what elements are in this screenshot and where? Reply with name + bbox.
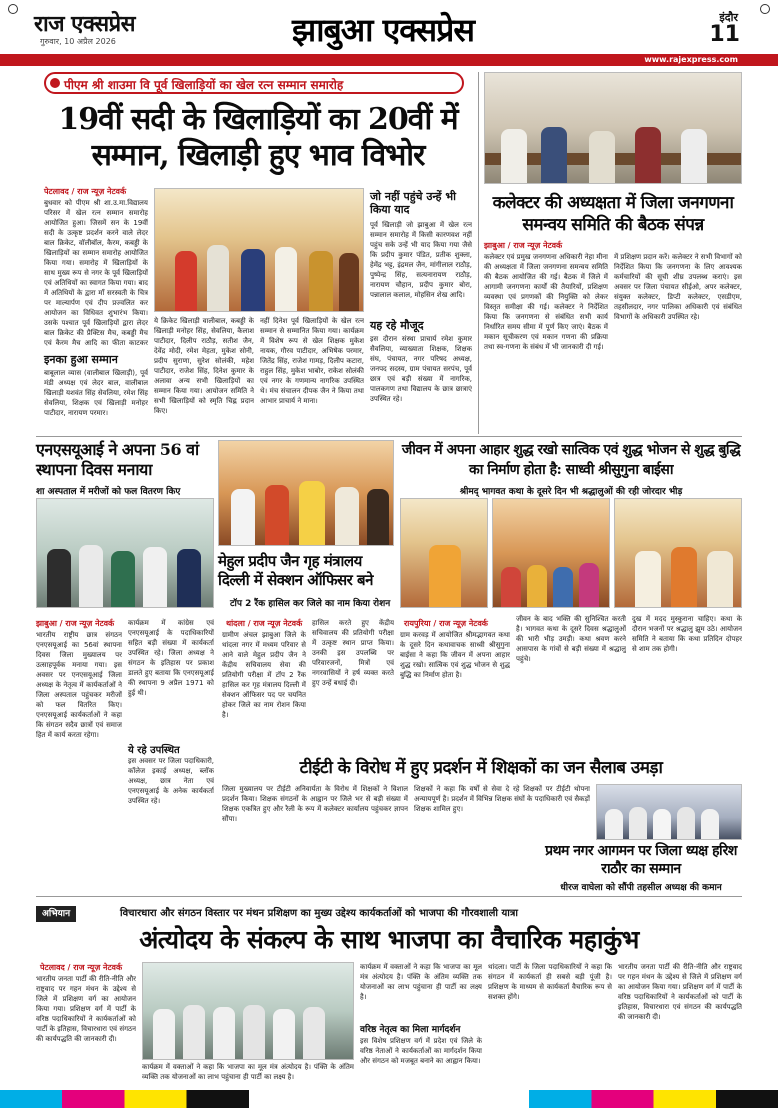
mehul-byline: थांदला / राज न्यूज़ नेटवर्क xyxy=(226,619,303,628)
lead-subhead-honoured: इनका हुआ सम्मान xyxy=(44,353,118,366)
protest-body-col1: जिला मुख्यालय पर टीईटी अनिवार्यता के विरोध में शिक्षकों ने विशाल प्रदर्शन किया। शिक्षक संगठनों के आह्वान पर जिले भर से बड़ी संख्या में शिक्षक एकत्रित हुए और रैली के रूप में कलेक्टर कार्यालय पहुंचकर ज्ञापन सौंपा। xyxy=(222,785,408,823)
lead-side-subhead-present: यह रहे मौजूद xyxy=(370,319,424,332)
lead-side-body1: पूर्व खिलाड़ी जो झाबुआ में खेल रत्न सम्मान समारोह में किसी कारणवश नहीं पहुंच सके उन्हें भी याद किया गया जैसे कि प्रदीप कुमार पंडित, प्रतीक शुक्ला, हेमेंद्र भट्ट, इंद्रमल जैन, मांगीलाल राठौड़, पुष्पेन्द्र सिंह, सत्यनारायण राठौड़, नारायण चौहान, प्रदीप कुमार बोरा, पन्नालाल कलाल, मोहसिन शेख आदि। xyxy=(370,221,472,299)
harish-headline: प्रथम नगर आगमन पर जिला ध्यक्ष हरिश राठौर का सम्मान xyxy=(545,843,737,877)
lead-headline: 19वीं सदी के खिलाड़ियों का 20वीं में सम्मान, खिलाड़ी हुए भाव विभोर xyxy=(58,102,458,173)
bjp-body-col5: भारतीय जनता पार्टी की रीति-नीति और राष्ट्रवाद पर गहन मंथन के उद्देश्य से जिले में प्रशिक्षण वर्ग का आयोजन किया गया। प्रशिक्षण वर्ग में पार्टी के वरिष्ठ पदाधिकारियों ने कार्यकर्ताओं को पार्टी के इतिहास, विचारधारा एवं संगठन की कार्यपद्धति की जानकारी दी। xyxy=(618,963,742,1021)
bjp-body-col2: कार्यक्रम में वक्ताओं ने कहा कि भाजपा का मूल मंत्र अंत्योदय है। पंक्ति के अंतिम व्यक्ति तक योजनाओं का लाभ पहुंचाना ही पार्टी का लक्ष्य है। xyxy=(142,1063,354,1081)
nsui-body-col2: कार्यक्रम में कांग्रेस एवं एनएसयूआई के पदाधिकारियों सहित बड़ी संख्या में कार्यकर्ता उपस्थित रहे। जिला अध्यक्ष ने संगठन के इतिहास पर प्रकाश डालते हुए बताया कि एनएसयूआई की स्थापना 9 अप्रैल 1971 को हुई थी। xyxy=(128,619,214,697)
bjp-headline: अंत्योदय के संकल्प के साथ भाजपा का वैचारिक महाकुंभ xyxy=(139,925,639,954)
bjp-body-col4: थांदला। पार्टी के जिला पदाधिकारियों ने कहा कि संगठन में कार्यकर्ता ही सबसे बड़ी पूंजी है। प्रशिक्षण के माध्यम से कार्यकर्ता वैचारिक रूप से सशक्त होंगे। xyxy=(488,963,612,1001)
bhagwat-deck: श्रीमद् भागवत कथा के दूसरे दिन भी श्रद्धालुओं की रही जोरदार भीड़ xyxy=(459,487,683,497)
nsui-body-col3: इस अवसर पर जिला पदाधिकारी, कॉलेज इकाई अध्यक्ष, ब्लॉक अध्यक्ष, छात्र नेता एवं एनएसयूआई के अनेक कार्यकर्ता उपस्थित रहे। xyxy=(128,757,214,805)
lead-body-col1b: बाबूलाल व्यास (वालीबाल खिलाड़ी), पूर्व मंडी अध्यक्ष एवं लेदर बाल, वालीबाल खिलाड़ी यशवंत सिंह सेवलिया, रमेश सिंह सेवलिया, शिक्षक एवं खिलाड़ी मनोहर पाटीदार, नारायण परमार। xyxy=(44,369,148,417)
mehul-felicitation-photo xyxy=(218,440,394,546)
collector-body-col2: में प्रशिक्षण प्रदान करें। कलेक्टर ने सभी विभागों को निर्देशित किया कि जनगणना के लिए आवश्यक कर्मचारियों की सूची शीघ्र उपलब्ध कराएं। इस अवसर पर जिला पंचायत सीईओ, अपर कलेक्टर, संयुक्त कलेक्टर, डिप्टी कलेक्टर, एसडीएम, तहसीलदार, नगर पालिका अधिकारी एवं संबंधित विभागों के अधिकारी उपस्थित रहे। xyxy=(614,253,742,321)
protest-body-col2: शिक्षकों ने कहा कि वर्षों से सेवा दे रहे शिक्षकों पर टीईटी थोपना अन्यायपूर्ण है। प्रदर्शन में विभिन्न शिक्षक संघों के पदाधिकारी एवं सैकड़ों शिक्षक शामिल हुए। xyxy=(414,785,590,813)
mehul-deck: टॉप 2 रैंक हासिल कर जिले का नाम किया रोशन xyxy=(230,599,391,609)
collector-meeting-photo xyxy=(484,72,742,184)
nsui-hospital-photo xyxy=(36,498,214,608)
bjp-section-tag: अभियान xyxy=(36,906,76,922)
nsui-subhead-present: ये रहे उपस्थित xyxy=(128,745,180,756)
collector-headline: कलेक्टर की अध्यक्षता में जिला जनगणना समन्वय समिति की बैठक संपन्न xyxy=(492,193,734,235)
section-title: झाबुआ एक्सप्रेस xyxy=(292,11,475,49)
lead-byline: पेटलावद / राज न्यूज़ नेटवर्क xyxy=(44,187,127,196)
bhagwat-photo-stage xyxy=(614,498,742,608)
column-rule xyxy=(478,72,479,434)
lead-side-body2: इस दौरान संस्था प्राचार्य रमेश कुमार सैवलिया, व्याख्याता शिक्षक, शिक्षक संघ, पंचायत, नगर परिषद अध्यक्ष, जनपद सदस्य, ग्राम पंचायत सरपंच, पूर्व छात्र एवं बड़ी संख्या में नागरिक, पालकगण तथा विद्यालय के छात्र छात्राएं उपस्थित रहे। xyxy=(370,335,472,403)
bhagwat-body-col1: ग्राम करवड़ में आयोजित श्रीमद्भागवत कथा के दूसरे दिन कथावाचक साध्वी श्रीसुगुना बाईसा ने कहा कि जीवन में अपना आहार शुद्ध रखो। सात्विक एवं शुद्ध भोजन से शुद्ध बुद्धि का निर्माण होता है। xyxy=(400,631,510,679)
masthead-red-bar xyxy=(0,54,778,66)
bjp-training-photo xyxy=(142,962,354,1060)
mehul-headline: मेहुल प्रदीप जैन गृह मंत्रालय दिल्ली में सेक्शन ऑफिसर बने xyxy=(218,552,373,589)
edition-city: इंदौर xyxy=(719,11,738,24)
print-color-strip xyxy=(0,1090,778,1108)
publication-logo: राज एक्सप्रेस xyxy=(34,11,135,37)
nsui-body-col1: भारतीय राष्ट्रीय छात्र संगठन एनएसयूआई का 56वां स्थापना दिवस जिला मुख्यालय पर उत्साहपूर्वक मनाया गया। इस अवसर पर एनएसयूआई जिला अध्यक्ष के नेतृत्व में कार्यकर्ताओं ने जिला अस्पताल पहुंचकर मरीजों को फल वितरित किए। एनएसयूआई कार्यकर्ताओं ने कहा कि संगठन सदैव छात्रों एवं समाज हित में कार्य करता रहेगा। xyxy=(36,631,122,739)
horizontal-rule xyxy=(36,436,742,437)
bullet-icon xyxy=(50,78,60,88)
bhagwat-photo-devotees xyxy=(492,498,610,608)
lead-kicker-text: पीएम श्री शाउमा वि पूर्व खिलाड़ियों का खेल रत्न सम्मान समारोह xyxy=(64,78,344,92)
bjp-subhead-guidance: वरिष्ठ नेतृत्व का मिला मार्गदर्शन xyxy=(360,1025,461,1035)
bhagwat-photo-saint xyxy=(400,498,488,608)
lead-kicker xyxy=(44,72,464,94)
bjp-body-col1: भारतीय जनता पार्टी की रीति-नीति और राष्ट्रवाद पर गहन मंथन के उद्देश्य से जिले में प्रशिक्षण वर्ग का आयोजन किया गया। प्रशिक्षण वर्ग में पार्टी के वरिष्ठ पदाधिकारियों ने कार्यकर्ताओं को पार्टी के इतिहास, विचारधारा एवं संगठन की कार्यपद्धति की जानकारी दी। xyxy=(36,975,136,1043)
mehul-body-col2: हासिल करते हुए केंद्रीय सचिवालय की प्रतियोगी परीक्षा में उत्कृष्ट स्थान प्राप्त किया। उनकी इस उपलब्धि पर परिवारजनों, मित्रों एवं नगरवासियों ने हर्ष व्यक्त करते हुए उन्हें बधाई दी। xyxy=(312,619,394,687)
protest-headline: टीईटी के विरोध में हुए प्रदर्शन में शिक्षकों का जन सैलाब उमड़ा xyxy=(299,758,663,778)
bjp-deck: विचारधारा और संगठन विस्तार पर मंथन प्रशिक्षण का मुख्य उद्देश्य कार्यकर्ताओं को भाजपा की गौरवशाली यात्रा xyxy=(120,908,518,919)
nsui-byline: झाबुआ / राज न्यूज़ नेटवर्क xyxy=(36,619,115,628)
masthead xyxy=(0,0,778,64)
website-url[interactable]: www.rajexpress.com xyxy=(644,55,738,64)
bjp-byline: पेटलावद / राज न्यूज़ नेटवर्क xyxy=(40,963,123,972)
registration-mark-icon xyxy=(8,4,18,14)
bhagwat-body-col2: जीवन के बाद भक्ति की सुनिश्चित करती है। भागवत कथा के दूसरे दिवस श्रद्धालुओं की भारी भीड़ उमड़ी। कथा श्रवण करने आसपास के गांवों से बड़ी संख्या में श्रद्धालु पहुंचे। xyxy=(516,615,626,663)
issue-date: गुरुवार, 10 अप्रैल 2026 xyxy=(40,37,116,46)
page-number: 11 xyxy=(709,22,740,47)
collector-body-col1: कलेक्टर एवं प्रमुख जनगणना अधिकारी नेहा मीना की अध्यक्षता में जिला जनगणना समन्वय समिति की बैठक आयोजित की गई। बैठक में जिले में आगामी जनगणना कार्यों की तैयारियों, प्रशिक्षण व्यवस्था एवं प्रगणकों की नियुक्ति को लेकर विस्तृत समीक्षा की गई। कलेक्टर ने निर्देशित किया कि जनगणना से संबंधित सभी कार्य निर्धारित समय सीमा में पूर्ण किए जाएं। बैठक में मकान सूचीकरण एवं मकान गणना की प्रक्रिया तथा स्व-गणना के संबंध में भी जानकारी दी गई। xyxy=(484,253,608,351)
collector-byline: झाबुआ / राज न्यूज़ नेटवर्क xyxy=(484,241,563,250)
bhagwat-byline: रायपुरिया / राज न्यूज़ नेटवर्क xyxy=(404,619,488,628)
bjp-body-col3a: कार्यक्रम में वक्ताओं ने कहा कि भाजपा का मूल मंत्र अंत्योदय है। पंक्ति के अंतिम व्यक्ति तक योजनाओं का लाभ पहुंचाना ही पार्टी का लक्ष्य है। xyxy=(360,963,482,1001)
lead-photo-ceremony xyxy=(154,188,364,312)
horizontal-rule-2 xyxy=(36,896,742,897)
harish-deck: धीरज वाघेला को सौंपी तहसील अध्यक्ष की कमान xyxy=(560,883,722,893)
lead-body-col2: ये क्रिकेट खिलाड़ी वालीबाल, कबड्डी के खिलाड़ी मनोहर सिंह, सेवलिया, कैलाश पाटीदार, दिलीप राठौड़, सतीश जैन, देवेंद्र मोदी, रमेश मेहता, मुकेश सोनी, प्रदीप सुराणा, सुरेश सोलंकी, महेश पाटीदार, राजेश सिंह, दिनेश कुमार के अलावा अन्य सभी खिलाड़ियों का सम्मान किया गया। आयोजन समिति ने सभी खिलाड़ियों को स्मृति चिह्न प्रदान किए। xyxy=(154,317,254,415)
nsui-deck: शा अस्पताल में मरीजों को फल वितरण किए xyxy=(36,487,181,497)
registration-mark-icon xyxy=(760,4,770,14)
bhagwat-body-col3: दुख में मदद मुस्कुराना चाहिए। कथा के दौरान भजनों पर श्रद्धालु झूम उठे। आयोजन समिति ने बताया कि कथा प्रतिदिन दोपहर से शाम तक होगी। xyxy=(632,615,742,653)
bhagwat-headline: जीवन में अपना आहार शुद्ध रखो सात्विक एवं शुद्ध भोजन से शुद्ध बुद्धि का निर्माण होता है: साध्वी श्रीसुगुना बाईसा xyxy=(401,442,741,478)
mehul-body-col1: ग्रामीण अंचल झाबुआ जिले के थांदला नगर में मध्यम परिवार से आने वाले मेहुल प्रदीप जैन ने केंद्रीय सचिवालय सेवा की प्रतियोगी परीक्षा में टॉप 2 रैंक हासिल कर गृह मंत्रालय दिल्ली में सेक्शन ऑफिसर पद पर चयनित होकर जिले का नाम रोशन किया है। xyxy=(222,631,306,719)
bjp-body-col3b: इस विशेष प्रशिक्षण वर्ग में प्रदेश एवं जिले के वरिष्ठ नेताओं ने कार्यकर्ताओं का मार्गदर्शन किया और संगठन को मजबूत बनाने का आह्वान किया। xyxy=(360,1037,482,1065)
lead-side-subhead-remembered: जो नहीं पहुंचे उन्हें भी किया याद xyxy=(370,190,456,216)
lead-body-col1: बुधवार को पीएम श्री शा.उ.मा.विद्यालय परिसर में खेल रत्न सम्मान समारोह आयोजित हुआ। जिसमें सन के 19वीं सदी के उत्कृष्ट प्रदर्शन करने वाले लेदर बाल क्रिकेट, वॉलीबॉल, कैरम, कबड्डी के खिलाड़ियों का सम्मान समारोह आयोजित किया गया। समारोह में खिलाड़ियों के साथ मुख्य रूप से नगर के पूर्व खिलाड़ियों एवं अतिथियों का स्वागत किया गया। बाद में अतिथियों के द्वारा माँ सरस्वती के चित्र पर माल्यार्पण एवं दीप प्रज्वलित कर आयोजन का विधिवत शुभारंभ किया। उसके पश्चात पूर्व खिलाड़ियों द्वारा लेदर बाल क्रिकेट की प्रैक्टिस मैच, कबड्डी मैच एवं कैरम मैच आदि का फीता काटकर xyxy=(44,199,148,347)
lead-body-col3: नहीं दिनेश पूर्व खिलाड़ियों के खेल रत्न सम्मान से सम्मानित किया गया। कार्यक्रम में विशेष रूप से खेल शिक्षक मुकेश नायक, गौरव पाटीदार, अभिषेक परमार, जितेंद्र सिंह, राजेश गामड़, दिलीप कटारा, राहुल सिंह, मुकेश भाबोर, राकेश सोलंकी एवं नगर के गणमान्य नागरिक उपस्थित थे। मंच संचालन दीपक जैन ने किया तथा आभार प्राचार्य ने माना। xyxy=(260,317,364,405)
nsui-headline: एनएसयूआई ने अपना 56 वां स्थापना दिवस मनाया xyxy=(36,440,199,479)
harish-group-photo xyxy=(596,784,742,840)
